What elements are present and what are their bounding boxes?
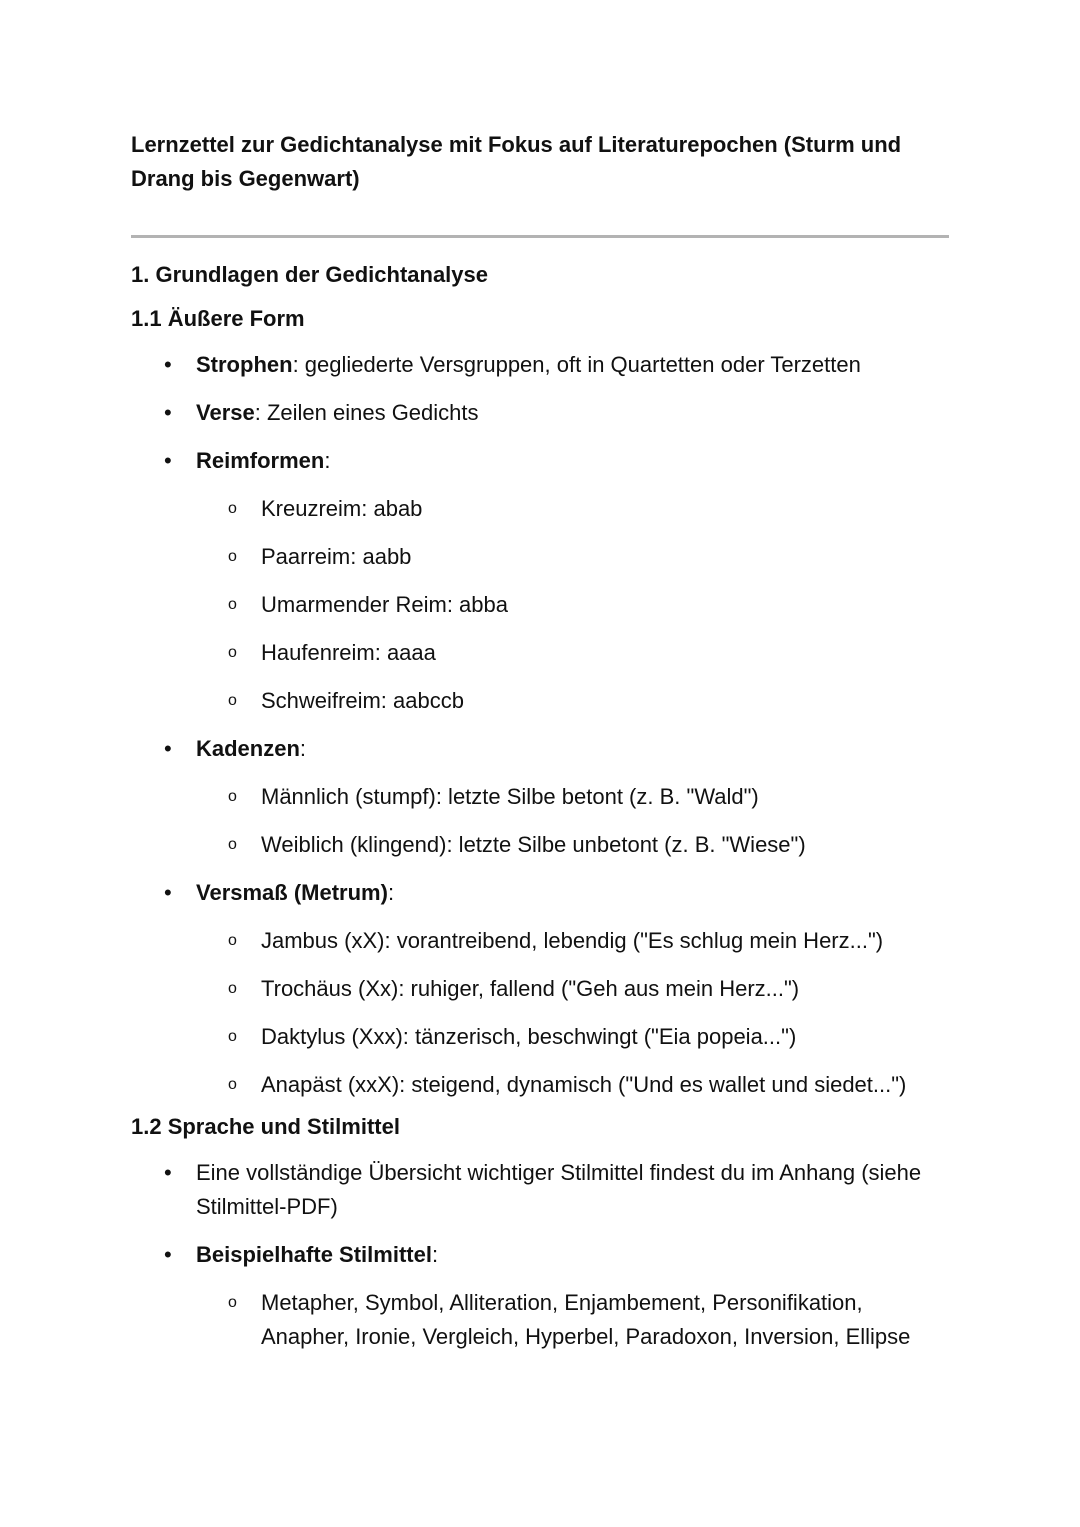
list-item-beispiele	[131, 1231, 949, 1361]
circle-bullet-icon: o	[228, 1028, 237, 1045]
sublist-item-text: Paarreim: aabb	[261, 544, 412, 569]
bullet-icon: •	[164, 880, 172, 905]
list-item-overview	[131, 1149, 949, 1231]
term-label: Reimformen	[196, 448, 325, 473]
circle-bullet-icon: o	[228, 548, 237, 565]
circle-bullet-icon: o	[228, 644, 237, 661]
term-label: Versmaß (Metrum)	[196, 880, 388, 905]
sublist-item-text: Daktylus (Xxx): tänzerisch, beschwingt ("Eia popeia...")	[261, 1024, 797, 1049]
sublist-item-text: Metapher, Symbol, Alliteration, Enjambement, Personifikation, Anapher, Ironie, Vergleich, Hyperbel, Paradoxon, Inversion, Ellipse	[261, 1290, 911, 1349]
stilmittel-list	[131, 1149, 949, 1361]
sublist-item-text: Männlich (stumpf): letzte Silbe betont (z. B. "Wald")	[261, 784, 759, 809]
term-label: Beispielhafte Stilmittel	[196, 1242, 432, 1267]
sublist-item-text: Trochäus (Xx): ruhiger, fallend ("Geh aus mein Herz...")	[261, 976, 800, 1001]
term-text: : gegliederte Versgruppen, oft in Quartetten oder Terzetten	[292, 352, 861, 377]
circle-bullet-icon: o	[228, 692, 237, 709]
document-page	[131, 128, 949, 1361]
sublist-reimformen	[196, 485, 949, 725]
sublist-item	[196, 821, 949, 869]
list-item-reimformen	[131, 437, 949, 725]
section-heading: 1. Grundlagen der Gedichtanalyse	[131, 262, 488, 287]
bullet-icon: •	[164, 448, 172, 473]
circle-bullet-icon: o	[228, 1076, 237, 1093]
circle-bullet-icon: o	[228, 932, 237, 949]
subsection-heading-stilmittel: 1.2 Sprache und Stilmittel	[131, 1114, 400, 1139]
list-item-strophen	[131, 341, 949, 389]
document-title: Lernzettel zur Gedichtanalyse mit Fokus auf Literaturepochen (Sturm und Drang bis Gegenwart)	[131, 132, 902, 191]
sublist-item-text: Umarmender Reim: abba	[261, 592, 508, 617]
sublist-item	[196, 533, 949, 581]
list-item-kadenzen	[131, 725, 949, 869]
sublist-item-text: Jambus (xX): vorantreibend, lebendig ("Es schlug mein Herz...")	[261, 928, 884, 953]
sublist-item	[196, 1013, 949, 1061]
term-text: : Zeilen eines Gedichts	[254, 400, 479, 425]
circle-bullet-icon: o	[228, 836, 237, 853]
circle-bullet-icon: o	[228, 1294, 237, 1311]
circle-bullet-icon: o	[228, 788, 237, 805]
bullet-icon: •	[164, 1160, 172, 1185]
term-text: :	[324, 448, 331, 473]
form-list	[131, 341, 949, 1109]
term-text: :	[387, 880, 395, 905]
circle-bullet-icon: o	[228, 500, 237, 517]
term-text: :	[431, 1242, 439, 1267]
sublist-item	[196, 677, 949, 725]
term-label: Strophen	[196, 352, 293, 377]
sublist-item-text: Anapäst (xxX): steigend, dynamisch ("Und es wallet und siedet...")	[261, 1072, 907, 1097]
term-label: Verse	[196, 400, 255, 425]
sublist-item	[196, 581, 949, 629]
sublist-kadenzen	[196, 773, 949, 869]
horizontal-divider	[131, 235, 949, 238]
sublist-item	[196, 1279, 949, 1361]
sublist-item	[196, 629, 949, 677]
subsection-heading-form: 1.1 Äußere Form	[131, 306, 305, 331]
bullet-icon: •	[164, 352, 172, 377]
sublist-item-text: Weiblich (klingend): letzte Silbe unbetont (z. B. "Wiese")	[261, 832, 806, 857]
bullet-icon: •	[164, 736, 172, 761]
sublist-item	[196, 917, 949, 965]
bullet-icon: •	[164, 1242, 172, 1267]
sublist-beispiele	[196, 1279, 949, 1361]
circle-bullet-icon: o	[228, 980, 237, 997]
list-item-versmass	[131, 869, 949, 1109]
sublist-versmass	[196, 917, 949, 1109]
sublist-item-text: Haufenreim: aaaa	[261, 640, 436, 665]
term-label: Kadenzen	[196, 736, 300, 761]
sublist-item-text: Kreuzreim: abab	[261, 496, 423, 521]
term-text: :	[299, 736, 307, 761]
overview-text: Eine vollständige Übersicht wichtiger Stilmittel findest du im Anhang (siehe Stilmittel-PDF)	[196, 1160, 922, 1219]
sublist-item	[196, 1061, 949, 1109]
sublist-item	[196, 773, 949, 821]
circle-bullet-icon: o	[228, 596, 237, 613]
sublist-item	[196, 485, 949, 533]
bullet-icon: •	[164, 400, 172, 425]
sublist-item-text: Schweifreim: aabccb	[261, 688, 464, 713]
list-item-verse	[131, 389, 949, 437]
sublist-item	[196, 965, 949, 1013]
